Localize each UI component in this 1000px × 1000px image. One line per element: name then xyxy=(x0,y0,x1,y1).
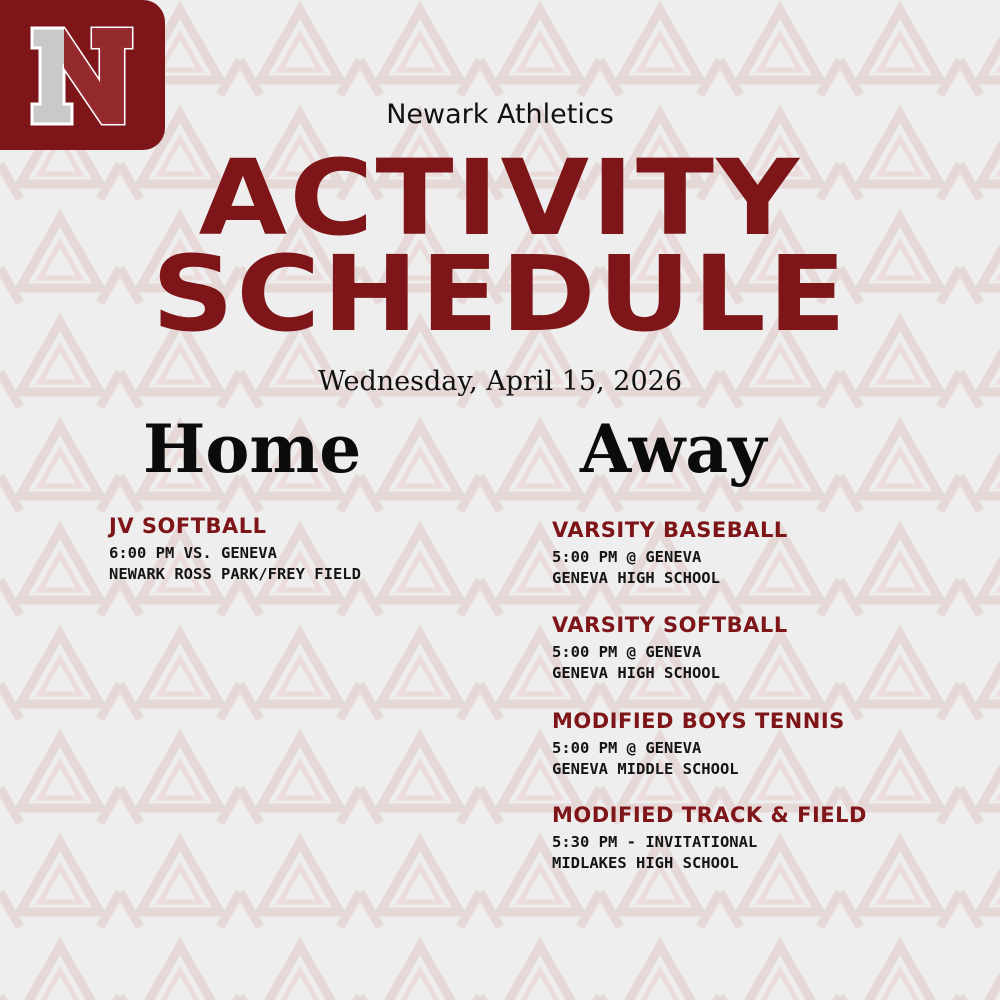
title-line-2: SCHEDULE xyxy=(151,233,849,355)
organization-name: Newark Athletics xyxy=(386,99,614,130)
event-location: GENEVA HIGH SCHOOL xyxy=(552,569,720,587)
away-heading: Away xyxy=(580,410,767,488)
schedule-date: Wednesday, April 15, 2026 xyxy=(317,366,683,397)
event-location: GENEVA HIGH SCHOOL xyxy=(552,664,720,682)
event-location: GENEVA MIDDLE SCHOOL xyxy=(552,760,739,778)
home-event xyxy=(109,514,361,585)
title-line-1: ACTIVITY xyxy=(198,137,802,259)
event-title: VARSITY BASEBALL xyxy=(552,518,788,542)
event-time: 5:30 PM - INVITATIONAL xyxy=(552,833,758,851)
event-time: 5:00 PM @ GENEVA xyxy=(552,548,702,566)
home-heading: Home xyxy=(143,410,362,488)
event-title: MODIFIED BOYS TENNIS xyxy=(552,709,845,733)
event-location: MIDLAKES HIGH SCHOOL xyxy=(552,854,739,872)
event-time: 5:00 PM @ GENEVA xyxy=(552,739,702,757)
event-title: VARSITY SOFTBALL xyxy=(552,613,788,637)
event-location: NEWARK ROSS PARK/FREY FIELD xyxy=(109,565,361,583)
away-event xyxy=(552,709,845,780)
event-time: 6:00 PM VS. GENEVA xyxy=(109,544,277,562)
event-time: 5:00 PM @ GENEVA xyxy=(552,643,702,661)
away-event xyxy=(552,613,788,684)
event-title: JV SOFTBALL xyxy=(109,514,267,538)
away-event xyxy=(552,803,867,874)
event-title: MODIFIED TRACK & FIELD xyxy=(552,803,867,827)
away-event xyxy=(552,518,788,589)
